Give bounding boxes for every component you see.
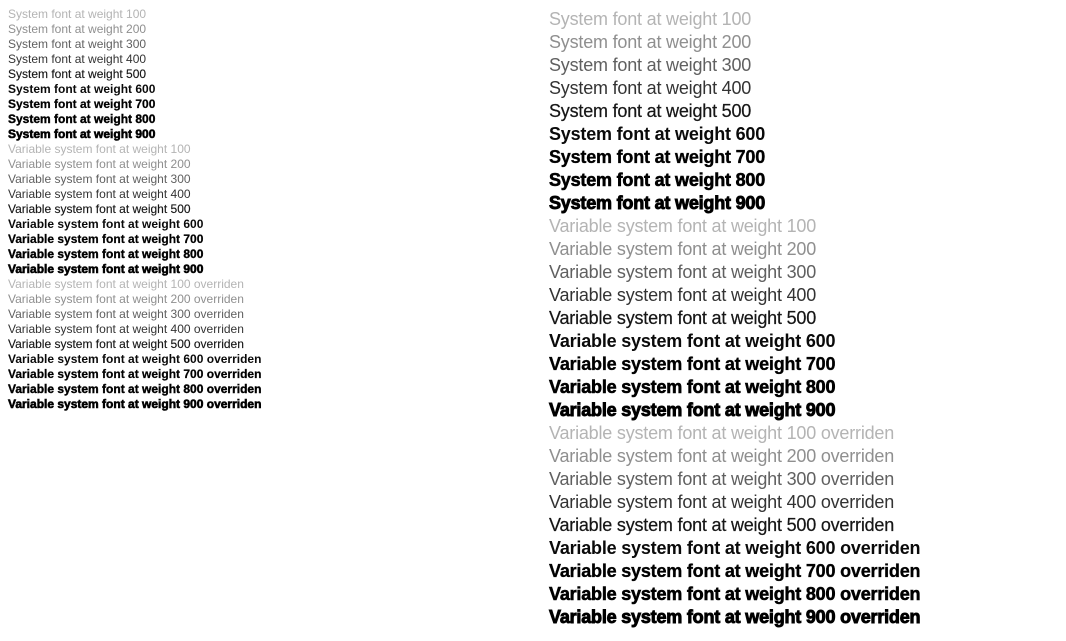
font-weight-line: Variable system font at weight 500 <box>549 308 817 328</box>
font-weight-line: System font at weight 400 <box>549 78 752 98</box>
font-weight-line: Variable system font at weight 200 <box>8 157 191 171</box>
font-weight-line: System font at weight 500 <box>8 67 147 81</box>
font-weight-line: System font at weight 800 <box>549 170 766 190</box>
font-weight-line: Variable system font at weight 300 <box>549 262 817 282</box>
font-weight-line: System font at weight 600 <box>8 82 156 96</box>
font-weight-line: Variable system font at weight 600 overriden <box>8 352 262 366</box>
font-weight-line: Variable system font at weight 100 <box>8 142 191 156</box>
font-weight-line: Variable system font at weight 900 <box>549 400 836 420</box>
font-weight-line: System font at weight 200 <box>8 22 147 36</box>
font-weight-line: System font at weight 100 <box>549 9 752 29</box>
font-weight-line: Variable system font at weight 900 <box>8 262 204 276</box>
font-weight-line: System font at weight 900 <box>8 127 156 141</box>
font-weight-line: Variable system font at weight 600 overriden <box>549 538 921 558</box>
font-weight-line: Variable system font at weight 700 overriden <box>8 367 262 381</box>
font-weight-line: Variable system font at weight 400 overriden <box>8 322 244 336</box>
font-weight-line: Variable system font at weight 900 overriden <box>549 607 921 627</box>
font-weight-line: Variable system font at weight 300 <box>8 172 191 186</box>
font-weight-line: Variable system font at weight 500 <box>8 202 191 216</box>
font-weight-line: Variable system font at weight 700 overriden <box>549 561 921 581</box>
font-weight-line: Variable system font at weight 500 overriden <box>8 337 244 351</box>
font-weight-line: Variable system font at weight 300 overriden <box>549 469 895 489</box>
font-weight-line: Variable system font at weight 400 <box>8 187 191 201</box>
font-weight-line: System font at weight 700 <box>8 97 156 111</box>
font-weight-line: System font at weight 100 <box>8 7 147 21</box>
font-weight-line: System font at weight 500 <box>549 101 752 121</box>
font-weight-line: Variable system font at weight 400 overriden <box>549 492 895 512</box>
font-weight-line: System font at weight 800 <box>8 112 156 126</box>
font-weight-line: Variable system font at weight 900 overriden <box>8 397 262 411</box>
font-weight-line: System font at weight 900 <box>549 193 766 213</box>
font-weight-line: Variable system font at weight 600 <box>549 331 836 351</box>
font-weight-line: Variable system font at weight 300 overriden <box>8 307 244 321</box>
font-weight-line: Variable system font at weight 400 <box>549 285 817 305</box>
small-sample-column <box>8 7 261 412</box>
font-weight-line: Variable system font at weight 200 <box>549 239 817 259</box>
font-weight-line: Variable system font at weight 200 overriden <box>8 292 244 306</box>
font-weight-line: Variable system font at weight 800 overriden <box>8 382 262 396</box>
font-weight-line: System font at weight 300 <box>8 37 147 51</box>
large-sample-column <box>549 8 920 629</box>
font-weight-line: Variable system font at weight 100 overriden <box>8 277 244 291</box>
font-weight-line: System font at weight 300 <box>549 55 752 75</box>
font-weight-line: Variable system font at weight 700 <box>8 232 204 246</box>
font-weight-line: Variable system font at weight 500 overriden <box>549 515 895 535</box>
font-weight-line: System font at weight 200 <box>549 32 752 52</box>
font-weight-line: Variable system font at weight 800 <box>549 377 836 397</box>
font-weight-line: Variable system font at weight 600 <box>8 217 204 231</box>
font-weight-line: Variable system font at weight 800 overriden <box>549 584 921 604</box>
font-weight-line: Variable system font at weight 100 overriden <box>549 423 895 443</box>
font-weight-line: System font at weight 600 <box>549 124 766 144</box>
font-weight-line: Variable system font at weight 700 <box>549 354 836 374</box>
font-weight-line: System font at weight 700 <box>549 147 766 167</box>
font-weight-line: Variable system font at weight 200 overriden <box>549 446 895 466</box>
font-weight-line: Variable system font at weight 100 <box>549 216 817 236</box>
font-weight-line: Variable system font at weight 800 <box>8 247 204 261</box>
font-weight-line: System font at weight 400 <box>8 52 147 66</box>
